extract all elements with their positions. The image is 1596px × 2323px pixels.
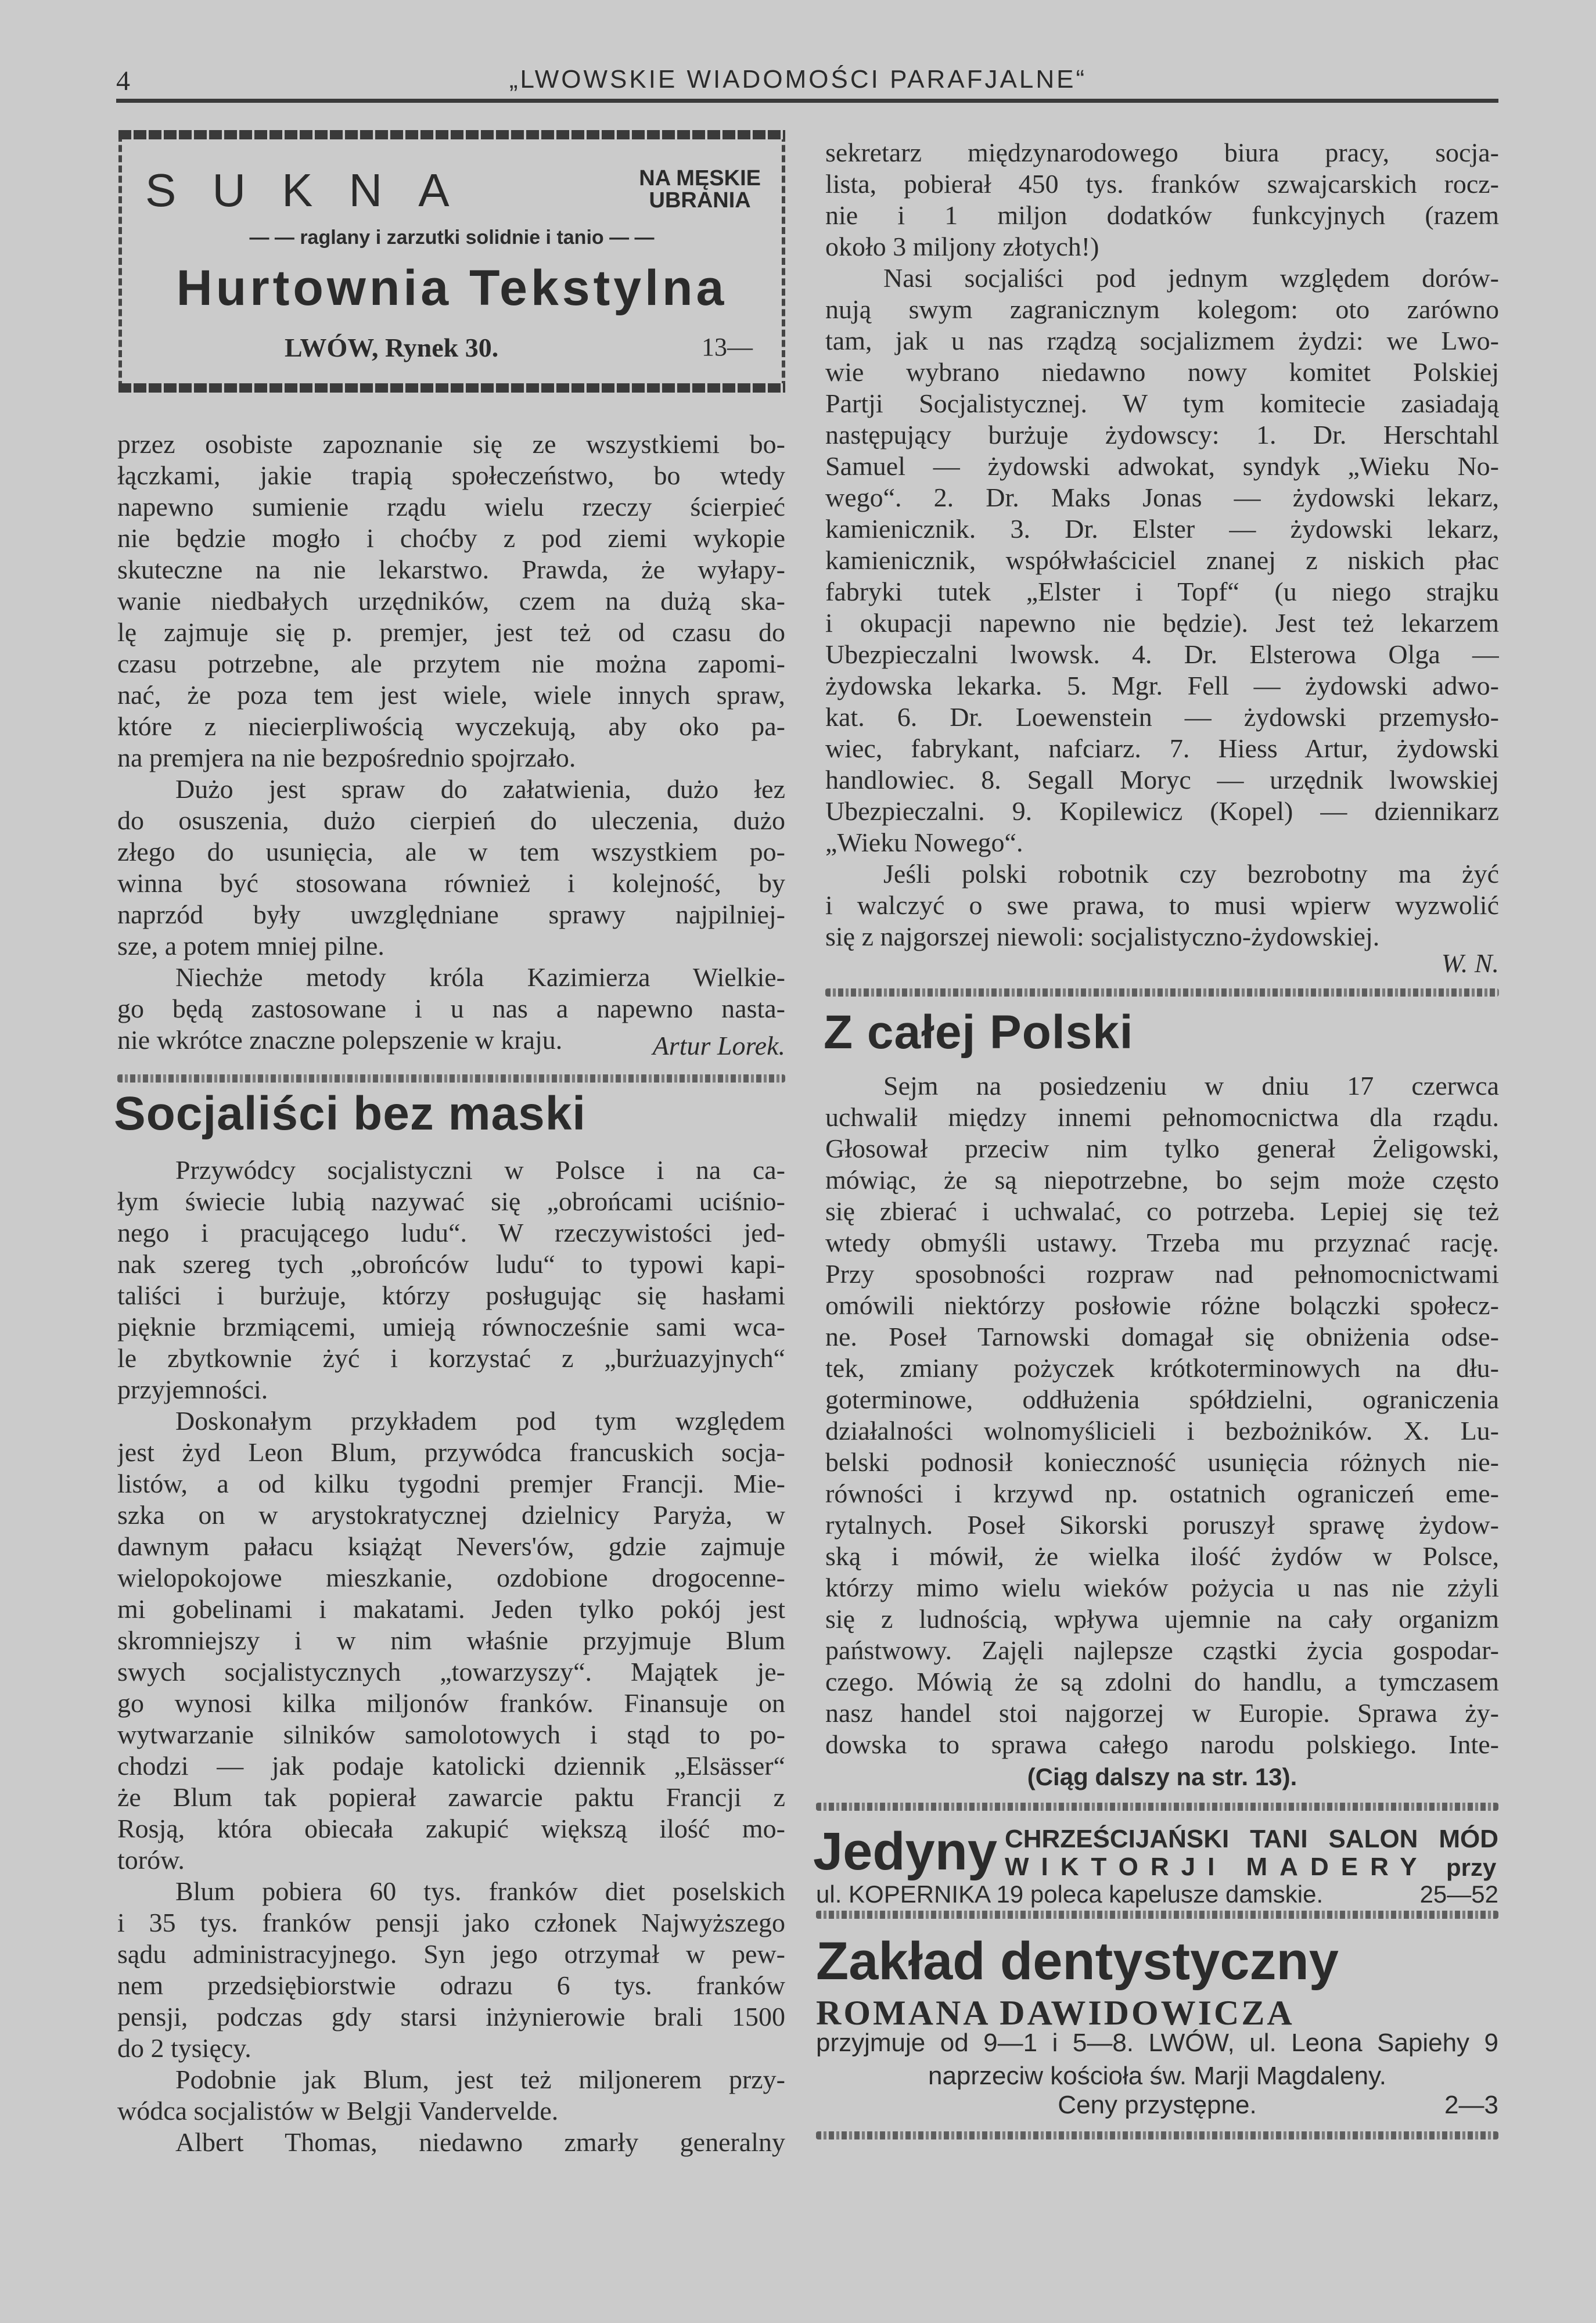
text-line: nasz handel stoi najgorzej w Europie. Sprawa ży- <box>825 1698 1499 1728</box>
text-line: uchwalił między innemi pełnomocnictwa dla rządu. <box>825 1102 1499 1132</box>
text-line: się zbierać i uchwalać, co potrzeba. Lepiej się też <box>825 1196 1499 1226</box>
text-line: „Wieku Nowego“. <box>825 828 1023 857</box>
text-line: go będą zastosowane i u nas a napewno nasta- <box>117 994 785 1023</box>
text-line: swych socjalistycznych „towarzyszy“. Majątek je- <box>117 1657 785 1686</box>
ad-dentist-location: naprzeciw kościoła św. Marji Magdaleny. <box>928 2062 1387 2090</box>
text-line: szka on w arystokratycznej dzielnicy Paryża, w <box>117 1500 785 1530</box>
text-line: pensji, podczas gdy starsi inżynierowie brali 1500 <box>117 2002 785 2031</box>
text-line: omówili niektórzy posłowie różne bolączki społecz- <box>825 1290 1499 1320</box>
text-line: naprzód były uwzględniane sprawy najpilniej- <box>117 900 785 929</box>
ad-salon-address-row <box>816 1880 1498 1908</box>
text-line: czego. Mówią że są zdolni do handlu, a tymczasem <box>825 1667 1499 1696</box>
text-line: nie wkrótce znaczne polepszenie w kraju. <box>117 1025 563 1055</box>
text-line: ne. Poseł Tarnowski domagał się obniżenia odse- <box>825 1322 1499 1351</box>
ad-salon-line2-suffix: przy <box>1446 1854 1497 1881</box>
article-title-z-calej-polski: Z całej Polski <box>824 1006 1134 1059</box>
ad-dentist-prices: Ceny przystępne. <box>1058 2091 1257 2119</box>
page-number: 4 <box>116 66 130 96</box>
text-line: wódca socjalistów w Belgji Vandervelde. <box>117 2096 559 2126</box>
text-line: dowska to sprawa całego narodu polskiego. Inte- <box>825 1729 1499 1759</box>
right-column-article-text <box>825 1070 1499 1760</box>
text-line: rytalnych. Poseł Sikorski poruszył sprawę żydow- <box>825 1510 1499 1540</box>
text-line: i 35 tys. franków pensji jako członek Najwyższego <box>117 1908 785 1937</box>
right-column-top-text <box>825 137 1499 952</box>
text-line: sze, a potem mniej pilne. <box>117 931 384 961</box>
text-line: wytwarzanie silników samolotowych i stąd to po- <box>117 1720 785 1749</box>
text-line: fabryki tutek „Elster i Topf“ (u niego strajku <box>825 577 1499 606</box>
text-line: które z niecierpliwością wyczekują, aby oko pa- <box>117 711 785 741</box>
text-line: Głosował przeciw nim tylko generał Żeligowski, <box>825 1134 1499 1163</box>
ornament-divider <box>825 988 1499 997</box>
text-line: przez osobiste zapoznanie się ze wszystkiemi bo- <box>117 429 785 459</box>
text-line: na premjera na nie bezpośrednio spojrzało. <box>117 743 576 772</box>
text-line: Ubezpieczalni. 9. Kopilewicz (Kopel) — dziennikarz <box>825 796 1499 826</box>
ornament-divider <box>816 2131 1498 2139</box>
text-line: którzy mimo wielu wieków pożycia u nas nie zżyli <box>825 1573 1499 1602</box>
left-column-article-text <box>117 1155 785 2158</box>
text-line: go wynosi kilka miljonów franków. Finansuje on <box>117 1688 785 1718</box>
text-line: sekretarz międzynarodowego biura pracy, socja- <box>825 138 1499 167</box>
text-line: nem przedsiębiorstwie odrazu 6 tys. franków <box>117 1970 785 2000</box>
text-line: lę zajmuje się p. premjer, jest też od czasu do <box>117 617 785 647</box>
text-line: Blum pobiera 60 tys. franków diet poselskich <box>175 1876 785 1906</box>
text-line: napewno sumienie rządu wielu rzeczy ścierpieć <box>117 492 785 522</box>
text-line: przyjemności. <box>117 1375 268 1404</box>
text-line: ską i mówił, że wielka ilość żydów w Polsce, <box>825 1541 1499 1571</box>
ad-sukna-address: LWÓW, Rynek 30. <box>285 333 499 362</box>
ad-dentist-code: 2—3 <box>1444 2091 1498 2119</box>
header-rule <box>116 99 1498 103</box>
text-line: wie wybrano niedawno nowy komitet Polskiej <box>825 357 1499 387</box>
text-line: następujący burżuje żydowscy: 1. Dr. Herschtahl <box>825 420 1499 450</box>
ad-dentist-owner: ROMANA DAWIDOWICZA <box>816 1994 1295 2032</box>
text-line: łączkami, jakie trapią społeczeństwo, bo wtedy <box>117 461 785 490</box>
text-line: nak szereg tych „obrońców ludu“ to typowi kapi- <box>117 1249 785 1279</box>
ornament-divider <box>816 1803 1498 1811</box>
text-line: goterminowe, oddłużenia spółdzielni, ograniczenia <box>825 1385 1499 1414</box>
text-line: kat. 6. Dr. Loewenstein — żydowski przemysło- <box>825 702 1499 732</box>
text-line: kamienicznik, współwłaściciel znanej z niskich płac <box>825 545 1499 575</box>
text-line: mówiąc, że są niepotrzebne, bo sejm może często <box>825 1165 1499 1195</box>
ad-sukna-subtitle <box>639 167 761 211</box>
text-line: Sejm na posiedzeniu w dniu 17 czerwca <box>883 1071 1499 1101</box>
ad-salon-line1: CHRZEŚCIJAŃSKI TANI SALON MÓD <box>1005 1825 1498 1853</box>
text-line: się z najgorszej niewoli: socjalistyczno-żydowskiej. <box>825 922 1380 951</box>
text-line: równości i krzywd np. ostatnich ograniczeń eme- <box>825 1479 1499 1508</box>
continued-note: (Ciąg dalszy na str. 13). <box>1027 1763 1297 1790</box>
text-line: Nasi socjaliści pod jednym względem dorów- <box>883 263 1499 293</box>
text-line: czasu potrzebne, ale przytem nie można zapomi- <box>117 649 785 678</box>
ad-subtitle-line2: UBRANIA <box>649 188 751 213</box>
text-line: tam, jak u nas rządzą socjalizmem żydzi: we Lwo- <box>825 326 1499 355</box>
text-line: nie i 1 miljon dodatków funkcyjnych (razem <box>825 200 1499 230</box>
text-line: do osuszenia, dużo cierpień do uleczenia, dużo <box>117 806 785 835</box>
text-line: Samuel — żydowski adwokat, syndyk „Wieku No- <box>825 451 1499 481</box>
text-line: belski podnosił konieczność usunięcia różnych nie- <box>825 1447 1499 1477</box>
text-line: żydowska lekarka. 5. Mgr. Fell — żydowski adwo- <box>825 671 1499 700</box>
ad-salon-line3: ul. KOPERNIKA 19 poleca kapelusze damskie. <box>816 1880 1324 1908</box>
text-line: wego“. 2. Dr. Maks Jonas — żydowski lekarz, <box>825 483 1499 512</box>
ad-dentist-title: Zakład dentystyczny <box>816 1932 1339 1991</box>
text-line: wiec, fabrykant, nafciarz. 7. Hiess Artur, żydowski <box>825 733 1499 763</box>
text-line: torów. <box>117 1845 185 1875</box>
text-line: wanie niedbałych urzędników, czem na dużą ska- <box>117 586 785 616</box>
ornament-divider <box>117 1074 785 1083</box>
ad-border-bottom <box>118 383 785 393</box>
signature-wn: W. N. <box>1441 948 1499 978</box>
ad-sukna-code: 13— <box>702 333 753 361</box>
text-line: że Blum tak popierał zawarcie paktu Francji z <box>117 1782 785 1812</box>
text-line: lista, pobierał 450 tys. franków szwajcarskich rocz- <box>825 169 1499 199</box>
text-line: Przywódcy socjalistyczni w Polsce i na ca- <box>175 1155 785 1185</box>
text-line: Ubezpieczalni lwowsk. 4. Dr. Elsterowa Olga — <box>825 639 1499 669</box>
text-line: Partji Socjalistycznej. W tym komitecie zasiadają <box>825 389 1499 418</box>
text-line: nują swym zagranicznym kolegom: oto zarówno <box>825 294 1499 324</box>
ad-sukna <box>118 135 785 388</box>
text-line: wielopokojowe mieszkanie, ozdobione drogocenne- <box>117 1563 785 1592</box>
text-line: dawnym pałacu książąt Nevers'ów, gdzie zajmuje <box>117 1531 785 1561</box>
ad-sukna-tagline: — — raglany i zarzutki solidnie i tanio — — <box>249 226 655 249</box>
text-line: łym świecie lubią nazywać się „obrońcami uciśnio- <box>117 1186 785 1216</box>
text-line: do 2 tysięcy. <box>117 2033 251 2063</box>
ad-salon-big-word: Jedyny <box>813 1822 998 1881</box>
text-line: nać, że poza tem jest wiele, wiele innych spraw, <box>117 680 785 710</box>
text-line: Dużo jest spraw do załatwienia, dużo łez <box>175 774 785 804</box>
text-line: i okupacji napewno nie będzie). Jest też lekarzem <box>825 608 1499 638</box>
text-line: Doskonałym przykładem pod tym względem <box>175 1406 785 1436</box>
text-line: winna być stosowana również i kolejność, by <box>117 868 785 898</box>
text-line: Podobnie jak Blum, jest też miljonerem przy- <box>175 2065 785 2094</box>
text-line: państwowy. Zajęli najlepsze cząstki życia gospodar- <box>825 1635 1499 1665</box>
text-line: nego i pracującego ludu“. W rzeczywistości jed- <box>117 1218 785 1247</box>
text-line: chodzi — jak podaje katolicki dziennik „Elsässer“ <box>117 1751 785 1781</box>
ad-sukna-company: Hurtownia Tekstylna <box>176 260 728 316</box>
text-line: około 3 miljony złotych!) <box>825 232 1099 261</box>
text-line: kamienicznik. 3. Dr. Elster — żydowski lekarz, <box>825 514 1499 544</box>
masthead-title: „LWOWSKIE WIADOMOŚCI PARAFJALNE“ <box>509 65 1087 94</box>
ornament-divider <box>816 1911 1498 1919</box>
ad-salon-code: 25—52 <box>1419 1880 1498 1908</box>
text-line: działalności wolnomyślicieli i bezbożników. X. Lu- <box>825 1416 1499 1445</box>
ad-sukna-title: SUKNA <box>145 164 486 216</box>
ad-subtitle-line1: NA MĘSKIE <box>639 166 761 190</box>
text-line: Niechże metody króla Kazimierza Wielkie- <box>175 962 785 992</box>
text-line: listów, a od kilku tygodni premjer Francji. Mie- <box>117 1469 785 1498</box>
ad-dentist-hours: przyjmuje od 9—1 i 5—8. LWÓW, ul. Leona Sapiehy 9 <box>816 2029 1498 2057</box>
text-line: mi gobelinami i makatami. Jeden tylko pokój jest <box>117 1594 785 1624</box>
text-line: handlowiec. 8. Segall Moryc — urzędnik lwowskiej <box>825 765 1499 794</box>
text-line: wtedy obmyśli ustawy. Trzeba mu przyznać rację. <box>825 1228 1499 1257</box>
article-title-socjalisci: Socjaliści bez maski <box>114 1087 587 1140</box>
text-line: Rosją, która obiecała zakupić większą ilość mo- <box>117 1814 785 1843</box>
text-line: Albert Thomas, niedawno zmarły generalny <box>175 2127 785 2157</box>
text-line: jest żyd Leon Blum, przywódca francuskich socja- <box>117 1437 785 1467</box>
signature-artur-lorek: Artur Lorek. <box>652 1031 785 1060</box>
ad-salon-line2: WIKTORJI MADERY <box>1005 1853 1429 1881</box>
text-line: skromniejszy i w nim właśnie przyjmuje Blum <box>117 1626 785 1655</box>
text-line: tek, zmiany pożyczek krótkoterminowych na dłu- <box>825 1353 1499 1383</box>
text-line: sądu administracyjnego. Syn jego otrzymał w pew- <box>117 1939 785 1969</box>
text-line: le zbytkownie żyć i korzystać z „burżuazyjnych“ <box>117 1343 785 1373</box>
text-line: Jeśli polski robotnik czy bezrobotny ma żyć <box>883 859 1499 889</box>
text-line: i walczyć o swe prawa, to musi wpierw wyzwolić <box>825 890 1499 920</box>
text-line: się z ludnością, wpływa ujemnie na cały organizm <box>825 1604 1499 1634</box>
text-line: pięknie brzmiącemi, umieją równocześnie sami wca- <box>117 1312 785 1342</box>
text-line: nie będzie mogło i choćby z pod ziemi wykopie <box>117 523 785 553</box>
ad-border-top <box>118 130 785 139</box>
text-line: skuteczne na nie lekarstwo. Prawda, że wyłapy- <box>117 555 785 584</box>
left-column-top-text <box>117 429 785 1056</box>
text-line: złego do usunięcia, ale w tem wszystkiem po- <box>117 837 785 866</box>
text-line: Przy sposobności rozpraw nad pełnomocnictwami <box>825 1259 1499 1289</box>
text-line: taliści i burżuje, którzy posługując się hasłami <box>117 1281 785 1310</box>
